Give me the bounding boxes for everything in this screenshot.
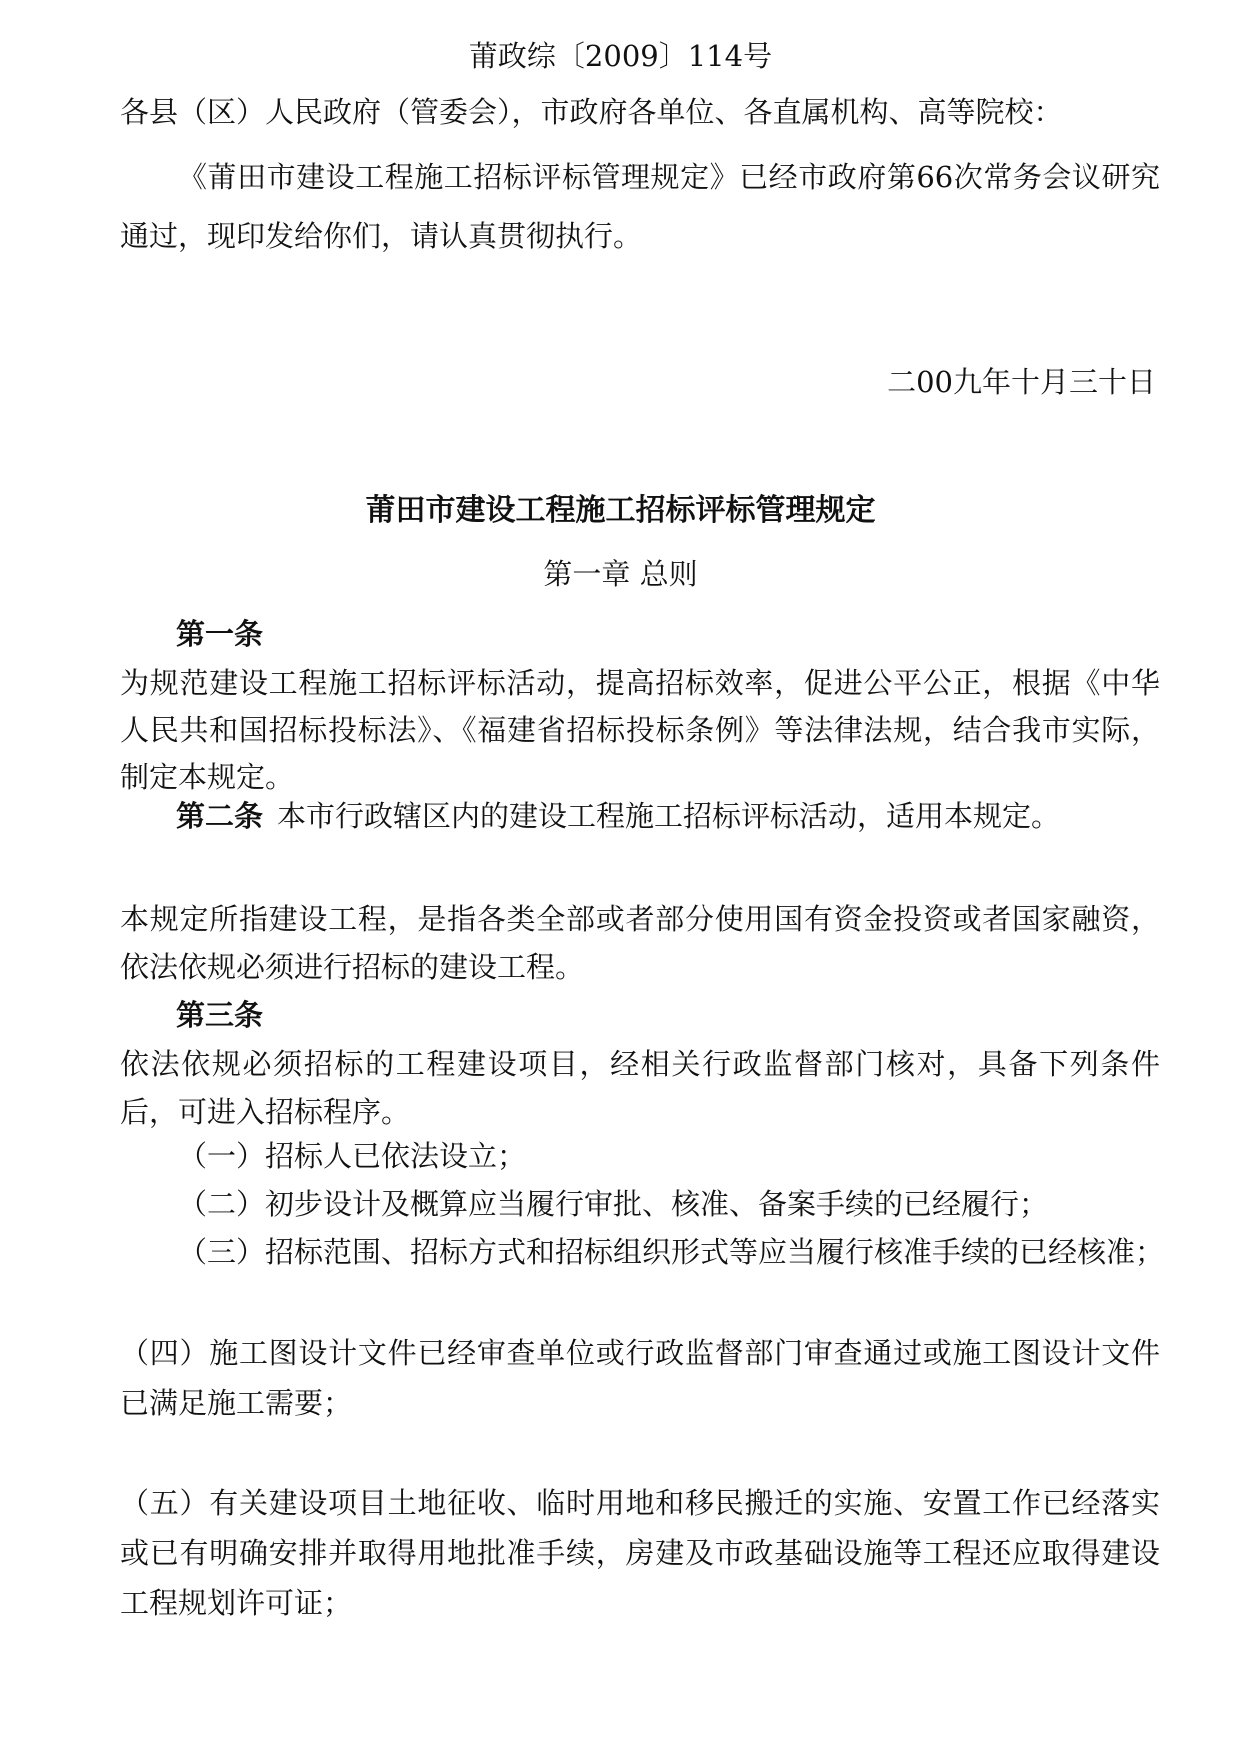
article-3-item-2: （二）初步设计及概算应当履行审批、核准、备案手续的已经履行； [178,1187,1049,1221]
addressee-line: 各县（区）人民政府（管委会），市政府各单位、各直属机构、高等院校： [120,95,1063,129]
article-3-item-5: （五）有关建设项目土地征收、临时用地和移民搬迁的实施、安置工作已经落实或已有明确安排并取得用地批准手续，房建及市政基础设施等工程还应取得建设工程规划许可证； [120,1486,1160,1620]
article-3-item-3: （三）招标范围、招标方式和招标组织形式等应当履行核准手续的已经核准； [178,1235,1165,1269]
chapter-heading: 第一章 总则 [543,557,698,591]
notice-paragraph: 《莆田市建设工程施工招标评标管理规定》已经市政府第66次常务会议研究通过，现印发给你们，请认真贯彻执行。 [120,160,1160,253]
article-1-text: 为规范建设工程施工招标评标活动，提高招标效率，促进公平公正，根据《中华人民共和国招标投标法》、《福建省招标投标条例》等法律法规，结合我市实际，制定本规定。 [120,666,1160,794]
article-3-item-1: （一）招标人已依法设立； [178,1139,527,1173]
regulation-title: 莆田市建设工程施工招标评标管理规定 [365,493,876,528]
article-1-label: 第一条 [176,617,264,651]
article-3-label: 第三条 [176,998,264,1032]
article-3-text: 依法依规必须招标的工程建设项目，经相关行政监督部门核对，具备下列条件后，可进入招标程序。 [120,1047,1160,1129]
document-number: 莆政综〔2009〕114号 [468,39,773,73]
article-3-item-4: （四）施工图设计文件已经审查单位或行政监督部门审查通过或施工图设计文件已满足施工需要； [120,1336,1160,1420]
issue-date: 二00九年十月三十日 [887,365,1156,399]
article-2-label: 第二条 [176,799,264,833]
article-2-definition: 本规定所指建设工程，是指各类全部或者部分使用国有资金投资或者国家融资，依法依规必须进行招标的建设工程。 [120,902,1160,984]
article-2-line [176,796,1060,836]
article-2-text: 本市行政辖区内的建设工程施工招标评标活动，适用本规定。 [277,799,1061,833]
